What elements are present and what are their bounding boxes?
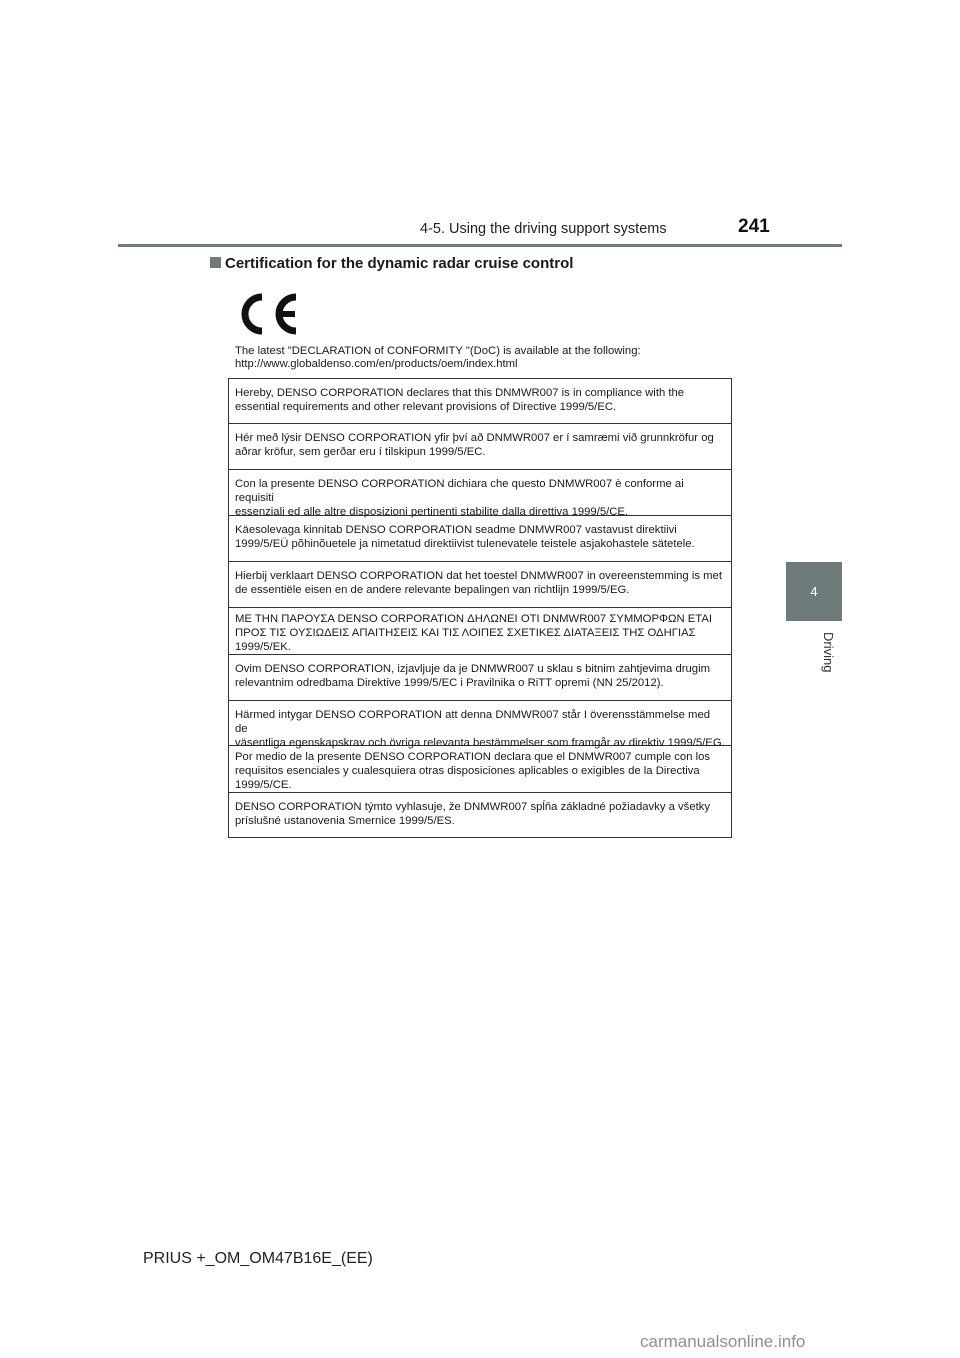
declaration-line: 1999/5/ΕΚ. [235, 641, 291, 653]
square-bullet-icon [210, 257, 221, 268]
declaration-row-estonian [229, 515, 731, 561]
declaration-line: Hereby, DENSO CORPORATION declares that this DNMWR007 is in compliance with the [235, 387, 685, 399]
declaration-row-italian [229, 469, 731, 518]
doc-availability-note [235, 345, 735, 371]
section-heading-text: Certification for the dynamic radar cruise control [225, 255, 574, 272]
declaration-table [228, 378, 732, 838]
declaration-line: ΜΕ ΤΗΝ ΠΑΡΟΥΣΑ DENSO CORPORATION ΔΗΛΩΝΕΙ ΟΤΙ DNMWR007 ΣΥΜΜΟΡΦΩΝ ΕΤΑΙ [235, 613, 713, 625]
declaration-line: príslušné ustanovenia Smernice 1999/5/ES. [235, 815, 455, 827]
doc-note-line: The latest "DECLARATION of CONFORMITY "(DoC) is available at the following: [235, 345, 641, 357]
declaration-line: Hierbij verklaart DENSO CORPORATION dat het toestel DNMWR007 in overeenstemming is met [235, 570, 722, 582]
declaration-line: essential requirements and other relevant provisions of Directive 1999/5/EC. [235, 401, 617, 413]
section-title: 4-5. Using the driving support systems [420, 221, 667, 237]
declaration-line: Ovim DENSO CORPORATION, izjavljuje da je DNMWR007 u sklau s bitnim zahtjevima drugim [235, 663, 711, 675]
declaration-line: Con la presente DENSO CORPORATION dichiara che questo DNMWR007 è conforme ai requisiti [235, 478, 684, 504]
declaration-line: Käesolevaga kinnitab DENSO CORPORATION seadme DNMWR007 vastavust direktiivi [235, 524, 677, 536]
chapter-tab [786, 562, 842, 621]
ce-mark-icon [236, 290, 300, 338]
watermark: carmanualsonline.info [640, 1332, 806, 1351]
declaration-row-swedish [229, 700, 731, 749]
declaration-row-english [229, 379, 731, 423]
page-number: 241 [738, 216, 770, 237]
declaration-line: requisitos esenciales y cualesquiera otras disposiciones aplicables o exigibles de la Directiva [235, 765, 700, 777]
declaration-line: aðrar kröfur, sem gerðar eru í tilskipun 1999/5/EC. [235, 446, 486, 458]
declaration-line: Por medio de la presente DENSO CORPORATION declara que el DNMWR007 cumple con los [235, 751, 711, 763]
chapter-label: Driving [821, 632, 836, 673]
declaration-row-croatian [229, 654, 731, 700]
declaration-row-icelandic [229, 423, 731, 469]
declaration-line: de essentiële eisen en de andere relevante bepalingen van richtlijn 1999/5/EG. [235, 584, 630, 596]
declaration-line: 1999/5/EÜ põhinõuetele ja nimetatud direktiivist tulenevatele teistele asjakohastele sätetele. [235, 538, 695, 550]
chapter-number: 4 [810, 584, 818, 599]
declaration-row-greek [229, 607, 731, 654]
declaration-line: relevantnim odredbama Direktive 1999/5/EC i Pravilnika o RiTT opremi (NN 25/2012). [235, 677, 664, 689]
header-divider [118, 244, 842, 247]
declaration-line: Härmed intygar DENSO CORPORATION att denna DNMWR007 står I överensstämmelse med de [235, 709, 711, 735]
manual-code: PRIUS +_OM_OM47B16E_(EE) [143, 1250, 373, 1267]
doc-url: http://www.globaldenso.com/en/products/oem/index.html [235, 358, 518, 370]
declaration-line: ΠΡΟΣ ΤΙΣ ΟΥΣΙΩΔΕΙΣ ΑΠΑΙΤΗΣΕΙΣ ΚΑΙ ΤΙΣ ΛΟΙΠΕΣ ΣΧΕΤΙΚΕΣ ΔΙΑΤΑΞΕΙΣ ΤΗΣ ΟΔΗΓΙΑΣ [235, 627, 696, 639]
declaration-row-dutch [229, 561, 731, 607]
declaration-line: 1999/5/CE. [235, 779, 292, 791]
declaration-line: väsentliga egenskapskrav och övriga relevanta bestämmelser som framgår av direktiv 1999/5/EG. [235, 737, 725, 749]
declaration-line: essenziali ed alle altre disposizioni pertinenti stabilite dalla direttiva 1999/5/CE. [235, 506, 629, 518]
section-heading [210, 255, 573, 272]
declaration-row-spanish [229, 745, 731, 792]
declaration-row-slovak [229, 792, 731, 837]
declaration-line: Hér með lýsir DENSO CORPORATION yfir því að DNMWR007 er í samræmi við grunnkröfur og [235, 432, 714, 444]
declaration-line: DENSO CORPORATION týmto vyhlasuje, že DNMWR007 spĺňa základné požiadavky a všetky [235, 801, 711, 813]
